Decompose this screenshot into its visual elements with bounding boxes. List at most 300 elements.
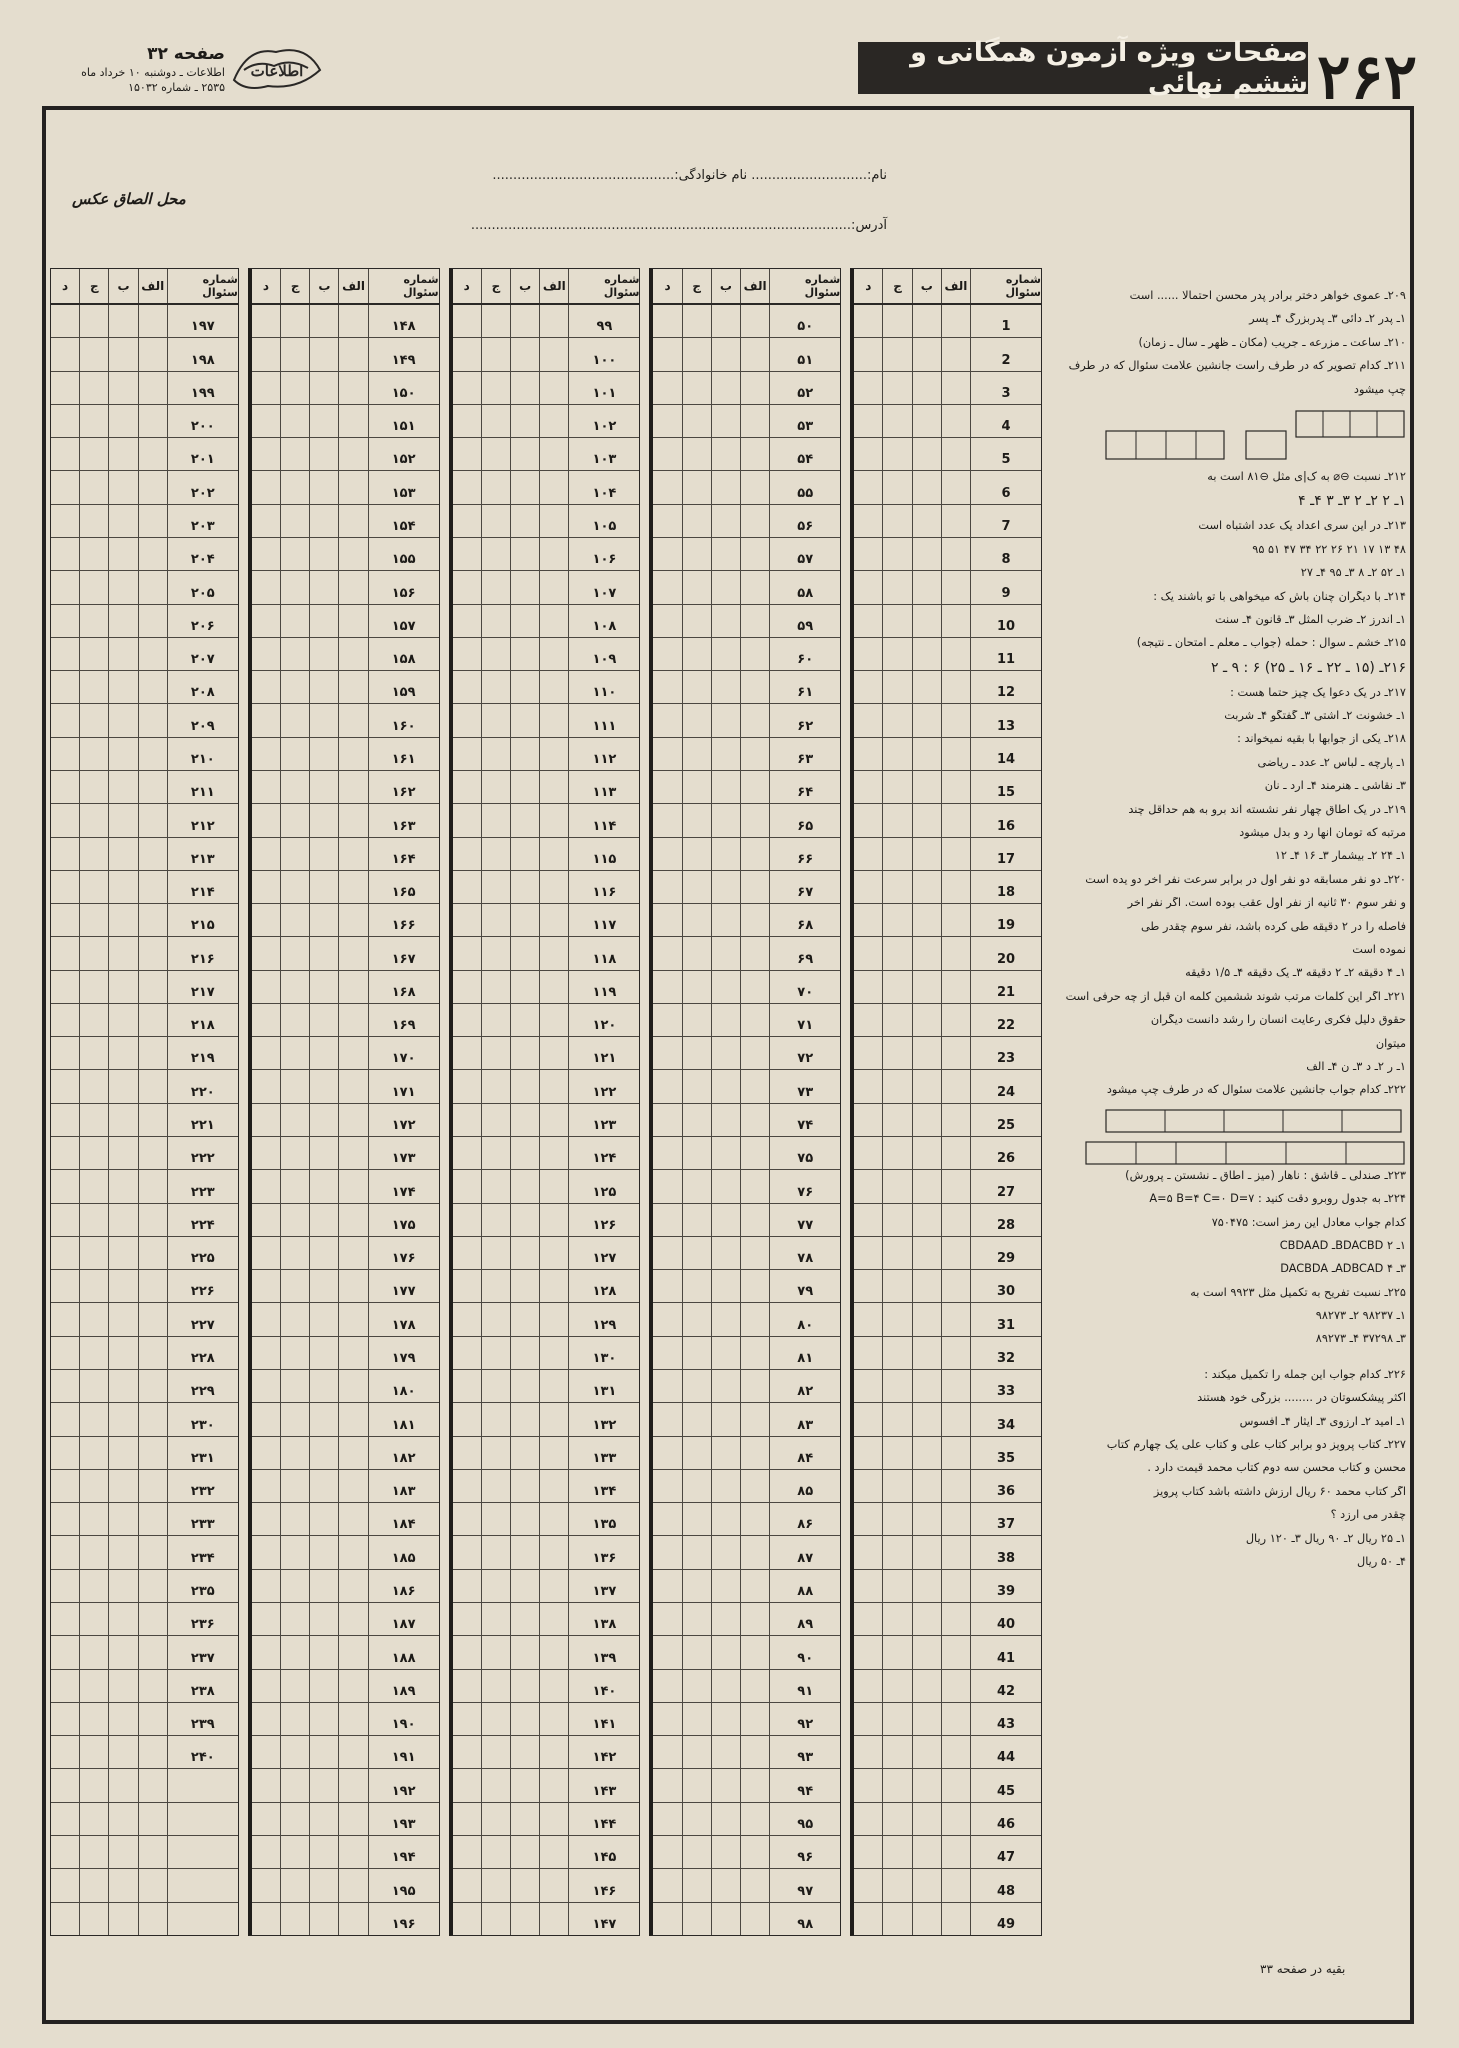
answer-cell[interactable] <box>138 1437 167 1469</box>
answer-cell[interactable] <box>309 804 338 836</box>
answer-cell[interactable] <box>912 372 941 404</box>
answer-cell[interactable] <box>941 1104 970 1136</box>
answer-cell[interactable] <box>854 1470 882 1502</box>
answer-cell[interactable] <box>682 338 711 370</box>
answer-cell[interactable] <box>854 638 882 670</box>
answer-cell[interactable] <box>453 1703 481 1735</box>
answer-cell[interactable] <box>481 1603 510 1635</box>
answer-cell[interactable] <box>108 671 137 703</box>
answer-cell[interactable] <box>682 305 711 337</box>
answer-cell[interactable] <box>711 1903 740 1935</box>
answer-cell[interactable] <box>79 305 108 337</box>
answer-cell[interactable] <box>280 1437 309 1469</box>
answer-cell[interactable] <box>453 771 481 803</box>
answer-cell[interactable] <box>453 372 481 404</box>
answer-cell[interactable] <box>453 1104 481 1136</box>
answer-cell[interactable] <box>653 1836 681 1868</box>
answer-cell[interactable] <box>941 1570 970 1602</box>
answer-cell[interactable] <box>309 1403 338 1435</box>
answer-cell[interactable] <box>51 671 79 703</box>
answer-cell[interactable] <box>79 571 108 603</box>
answer-cell[interactable] <box>941 804 970 836</box>
answer-cell[interactable] <box>51 1636 79 1668</box>
answer-cell[interactable] <box>941 971 970 1003</box>
answer-cell[interactable] <box>510 971 539 1003</box>
answer-cell[interactable] <box>280 1337 309 1369</box>
answer-cell[interactable] <box>338 1536 367 1568</box>
answer-cell[interactable] <box>740 1603 769 1635</box>
answer-cell[interactable] <box>252 1104 280 1136</box>
answer-cell[interactable] <box>711 1570 740 1602</box>
answer-cell[interactable] <box>79 1037 108 1069</box>
answer-cell[interactable] <box>309 1237 338 1269</box>
answer-cell[interactable] <box>882 804 911 836</box>
answer-cell[interactable] <box>108 405 137 437</box>
answer-cell[interactable] <box>653 405 681 437</box>
answer-cell[interactable] <box>653 638 681 670</box>
answer-cell[interactable] <box>51 771 79 803</box>
answer-cell[interactable] <box>740 1736 769 1768</box>
answer-cell[interactable] <box>682 471 711 503</box>
answer-cell[interactable] <box>309 338 338 370</box>
answer-cell[interactable] <box>682 438 711 470</box>
answer-cell[interactable] <box>510 1204 539 1236</box>
answer-cell[interactable] <box>740 1803 769 1835</box>
answer-cell[interactable] <box>252 904 280 936</box>
answer-cell[interactable] <box>280 505 309 537</box>
answer-cell[interactable] <box>941 1903 970 1935</box>
answer-cell[interactable] <box>711 971 740 1003</box>
answer-cell[interactable] <box>252 305 280 337</box>
answer-cell[interactable] <box>108 1137 137 1169</box>
answer-cell[interactable] <box>941 1370 970 1402</box>
answer-cell[interactable] <box>79 971 108 1003</box>
answer-cell[interactable] <box>79 1603 108 1635</box>
answer-cell[interactable] <box>882 1503 911 1535</box>
answer-cell[interactable] <box>882 638 911 670</box>
answer-cell[interactable] <box>79 1004 108 1036</box>
answer-cell[interactable] <box>309 704 338 736</box>
answer-cell[interactable] <box>740 871 769 903</box>
answer-cell[interactable] <box>740 1337 769 1369</box>
answer-cell[interactable] <box>309 1004 338 1036</box>
answer-cell[interactable] <box>108 1903 137 1935</box>
answer-cell[interactable] <box>481 971 510 1003</box>
answer-cell[interactable] <box>252 671 280 703</box>
answer-cell[interactable] <box>108 1337 137 1369</box>
answer-cell[interactable] <box>51 1836 79 1868</box>
answer-cell[interactable] <box>912 1204 941 1236</box>
answer-cell[interactable] <box>912 1070 941 1102</box>
answer-cell[interactable] <box>510 1037 539 1069</box>
answer-cell[interactable] <box>539 1270 568 1302</box>
answer-cell[interactable] <box>854 1104 882 1136</box>
answer-cell[interactable] <box>682 1437 711 1469</box>
answer-cell[interactable] <box>854 1237 882 1269</box>
answer-cell[interactable] <box>711 738 740 770</box>
answer-cell[interactable] <box>941 937 970 969</box>
answer-cell[interactable] <box>854 1270 882 1302</box>
answer-cell[interactable] <box>854 605 882 637</box>
answer-cell[interactable] <box>338 1070 367 1102</box>
answer-cell[interactable] <box>941 871 970 903</box>
answer-cell[interactable] <box>252 1869 280 1901</box>
answer-cell[interactable] <box>138 971 167 1003</box>
answer-cell[interactable] <box>51 471 79 503</box>
answer-cell[interactable] <box>309 638 338 670</box>
answer-cell[interactable] <box>280 838 309 870</box>
answer-cell[interactable] <box>912 305 941 337</box>
answer-cell[interactable] <box>51 605 79 637</box>
answer-cell[interactable] <box>711 1303 740 1335</box>
answer-cell[interactable] <box>882 1603 911 1635</box>
answer-cell[interactable] <box>941 1137 970 1169</box>
answer-cell[interactable] <box>941 305 970 337</box>
answer-cell[interactable] <box>79 1437 108 1469</box>
answer-cell[interactable] <box>941 1437 970 1469</box>
answer-cell[interactable] <box>740 1769 769 1801</box>
answer-cell[interactable] <box>912 471 941 503</box>
answer-cell[interactable] <box>481 704 510 736</box>
answer-cell[interactable] <box>912 1670 941 1702</box>
answer-cell[interactable] <box>280 305 309 337</box>
answer-cell[interactable] <box>453 1836 481 1868</box>
answer-cell[interactable] <box>539 904 568 936</box>
answer-cell[interactable] <box>280 1303 309 1335</box>
answer-cell[interactable] <box>882 438 911 470</box>
answer-cell[interactable] <box>941 1769 970 1801</box>
answer-cell[interactable] <box>653 971 681 1003</box>
answer-cell[interactable] <box>711 538 740 570</box>
answer-cell[interactable] <box>252 1636 280 1668</box>
answer-cell[interactable] <box>711 871 740 903</box>
answer-cell[interactable] <box>138 372 167 404</box>
answer-cell[interactable] <box>941 1070 970 1102</box>
answer-cell[interactable] <box>711 1736 740 1768</box>
answer-cell[interactable] <box>711 704 740 736</box>
answer-cell[interactable] <box>912 1869 941 1901</box>
answer-cell[interactable] <box>682 704 711 736</box>
answer-cell[interactable] <box>740 671 769 703</box>
answer-cell[interactable] <box>653 305 681 337</box>
answer-cell[interactable] <box>453 1503 481 1535</box>
answer-cell[interactable] <box>51 1503 79 1535</box>
answer-cell[interactable] <box>138 1570 167 1602</box>
answer-cell[interactable] <box>912 1769 941 1801</box>
answer-cell[interactable] <box>510 1104 539 1136</box>
answer-cell[interactable] <box>481 1403 510 1435</box>
answer-cell[interactable] <box>854 338 882 370</box>
answer-cell[interactable] <box>539 305 568 337</box>
answer-cell[interactable] <box>338 1204 367 1236</box>
answer-cell[interactable] <box>510 1337 539 1369</box>
answer-cell[interactable] <box>510 1070 539 1102</box>
answer-cell[interactable] <box>252 1237 280 1269</box>
answer-cell[interactable] <box>510 1603 539 1635</box>
answer-cell[interactable] <box>682 1137 711 1169</box>
answer-cell[interactable] <box>481 904 510 936</box>
answer-cell[interactable] <box>941 1337 970 1369</box>
answer-cell[interactable] <box>481 671 510 703</box>
answer-cell[interactable] <box>653 372 681 404</box>
answer-cell[interactable] <box>309 1670 338 1702</box>
answer-cell[interactable] <box>138 1836 167 1868</box>
answer-cell[interactable] <box>338 1736 367 1768</box>
answer-cell[interactable] <box>108 1303 137 1335</box>
answer-cell[interactable] <box>280 904 309 936</box>
answer-cell[interactable] <box>252 1703 280 1735</box>
answer-cell[interactable] <box>108 1104 137 1136</box>
answer-cell[interactable] <box>108 904 137 936</box>
answer-cell[interactable] <box>79 1237 108 1269</box>
answer-cell[interactable] <box>740 738 769 770</box>
answer-cell[interactable] <box>309 605 338 637</box>
answer-cell[interactable] <box>481 1636 510 1668</box>
answer-cell[interactable] <box>882 1703 911 1735</box>
answer-cell[interactable] <box>453 937 481 969</box>
answer-cell[interactable] <box>882 1570 911 1602</box>
answer-cell[interactable] <box>51 838 79 870</box>
answer-cell[interactable] <box>854 704 882 736</box>
answer-cell[interactable] <box>912 1104 941 1136</box>
answer-cell[interactable] <box>912 804 941 836</box>
answer-cell[interactable] <box>854 471 882 503</box>
answer-cell[interactable] <box>252 605 280 637</box>
answer-cell[interactable] <box>882 971 911 1003</box>
answer-cell[interactable] <box>108 804 137 836</box>
answer-cell[interactable] <box>882 1237 911 1269</box>
answer-cell[interactable] <box>108 1437 137 1469</box>
answer-cell[interactable] <box>138 538 167 570</box>
answer-cell[interactable] <box>108 1803 137 1835</box>
answer-cell[interactable] <box>740 1170 769 1202</box>
answer-cell[interactable] <box>882 1370 911 1402</box>
answer-cell[interactable] <box>453 1403 481 1435</box>
answer-cell[interactable] <box>682 571 711 603</box>
answer-cell[interactable] <box>912 1536 941 1568</box>
answer-cell[interactable] <box>280 1037 309 1069</box>
answer-cell[interactable] <box>653 1470 681 1502</box>
answer-cell[interactable] <box>252 1270 280 1302</box>
answer-cell[interactable] <box>453 704 481 736</box>
answer-cell[interactable] <box>79 1137 108 1169</box>
answer-cell[interactable] <box>653 471 681 503</box>
answer-cell[interactable] <box>338 1903 367 1935</box>
answer-cell[interactable] <box>941 1703 970 1735</box>
answer-cell[interactable] <box>653 1303 681 1335</box>
answer-cell[interactable] <box>51 1004 79 1036</box>
answer-cell[interactable] <box>854 904 882 936</box>
answer-cell[interactable] <box>108 1170 137 1202</box>
answer-cell[interactable] <box>941 738 970 770</box>
answer-cell[interactable] <box>338 971 367 1003</box>
answer-cell[interactable] <box>882 1836 911 1868</box>
answer-cell[interactable] <box>539 1803 568 1835</box>
answer-cell[interactable] <box>453 1803 481 1835</box>
answer-cell[interactable] <box>510 505 539 537</box>
answer-cell[interactable] <box>740 1869 769 1901</box>
answer-cell[interactable] <box>539 1204 568 1236</box>
answer-cell[interactable] <box>854 405 882 437</box>
answer-cell[interactable] <box>138 1303 167 1335</box>
answer-cell[interactable] <box>882 1104 911 1136</box>
answer-cell[interactable] <box>510 571 539 603</box>
answer-cell[interactable] <box>740 771 769 803</box>
answer-cell[interactable] <box>882 405 911 437</box>
answer-cell[interactable] <box>740 372 769 404</box>
answer-cell[interactable] <box>453 1237 481 1269</box>
answer-cell[interactable] <box>912 605 941 637</box>
answer-cell[interactable] <box>941 904 970 936</box>
answer-cell[interactable] <box>108 1769 137 1801</box>
answer-cell[interactable] <box>252 1037 280 1069</box>
answer-cell[interactable] <box>539 1337 568 1369</box>
answer-cell[interactable] <box>481 1070 510 1102</box>
answer-cell[interactable] <box>79 704 108 736</box>
answer-cell[interactable] <box>453 804 481 836</box>
answer-cell[interactable] <box>653 1503 681 1535</box>
answer-cell[interactable] <box>740 438 769 470</box>
answer-cell[interactable] <box>854 538 882 570</box>
answer-cell[interactable] <box>510 372 539 404</box>
answer-cell[interactable] <box>653 1037 681 1069</box>
answer-cell[interactable] <box>539 438 568 470</box>
answer-cell[interactable] <box>252 1370 280 1402</box>
answer-cell[interactable] <box>138 305 167 337</box>
answer-cell[interactable] <box>309 1869 338 1901</box>
answer-cell[interactable] <box>280 804 309 836</box>
answer-cell[interactable] <box>510 738 539 770</box>
answer-cell[interactable] <box>711 1670 740 1702</box>
answer-cell[interactable] <box>941 1803 970 1835</box>
answer-cell[interactable] <box>711 1769 740 1801</box>
answer-cell[interactable] <box>481 738 510 770</box>
answer-cell[interactable] <box>653 1536 681 1568</box>
answer-cell[interactable] <box>682 1570 711 1602</box>
answer-cell[interactable] <box>711 438 740 470</box>
answer-cell[interactable] <box>51 1070 79 1102</box>
answer-cell[interactable] <box>882 871 911 903</box>
answer-cell[interactable] <box>79 405 108 437</box>
answer-cell[interactable] <box>682 1403 711 1435</box>
answer-cell[interactable] <box>108 305 137 337</box>
answer-cell[interactable] <box>453 1603 481 1635</box>
answer-cell[interactable] <box>711 1803 740 1835</box>
answer-cell[interactable] <box>138 871 167 903</box>
answer-cell[interactable] <box>510 1570 539 1602</box>
answer-cell[interactable] <box>138 505 167 537</box>
answer-cell[interactable] <box>912 671 941 703</box>
answer-cell[interactable] <box>453 1337 481 1369</box>
answer-cell[interactable] <box>108 1670 137 1702</box>
answer-cell[interactable] <box>481 1237 510 1269</box>
answer-cell[interactable] <box>252 1503 280 1535</box>
answer-cell[interactable] <box>481 1736 510 1768</box>
answer-cell[interactable] <box>280 871 309 903</box>
answer-cell[interactable] <box>854 1503 882 1535</box>
answer-cell[interactable] <box>854 1337 882 1369</box>
answer-cell[interactable] <box>854 1070 882 1102</box>
answer-cell[interactable] <box>481 1137 510 1169</box>
answer-cell[interactable] <box>252 505 280 537</box>
answer-cell[interactable] <box>51 1237 79 1269</box>
answer-cell[interactable] <box>453 538 481 570</box>
answer-cell[interactable] <box>138 1670 167 1702</box>
answer-cell[interactable] <box>912 1636 941 1668</box>
answer-cell[interactable] <box>539 1603 568 1635</box>
answer-cell[interactable] <box>338 1237 367 1269</box>
answer-cell[interactable] <box>252 1670 280 1702</box>
answer-cell[interactable] <box>51 1670 79 1702</box>
answer-cell[interactable] <box>711 904 740 936</box>
answer-cell[interactable] <box>338 904 367 936</box>
answer-cell[interactable] <box>711 1703 740 1735</box>
answer-cell[interactable] <box>740 1703 769 1735</box>
answer-cell[interactable] <box>108 738 137 770</box>
answer-cell[interactable] <box>740 471 769 503</box>
answer-cell[interactable] <box>882 1337 911 1369</box>
answer-cell[interactable] <box>309 937 338 969</box>
answer-cell[interactable] <box>481 1303 510 1335</box>
answer-cell[interactable] <box>912 638 941 670</box>
answer-cell[interactable] <box>309 1570 338 1602</box>
answer-cell[interactable] <box>711 1536 740 1568</box>
answer-cell[interactable] <box>252 538 280 570</box>
answer-cell[interactable] <box>108 1237 137 1269</box>
answer-cell[interactable] <box>854 1903 882 1935</box>
answer-cell[interactable] <box>79 1303 108 1335</box>
answer-cell[interactable] <box>510 1170 539 1202</box>
answer-cell[interactable] <box>882 1004 911 1036</box>
answer-cell[interactable] <box>912 1370 941 1402</box>
answer-cell[interactable] <box>510 1703 539 1735</box>
answer-cell[interactable] <box>338 1270 367 1302</box>
answer-cell[interactable] <box>309 405 338 437</box>
answer-cell[interactable] <box>309 904 338 936</box>
answer-cell[interactable] <box>108 1869 137 1901</box>
answer-cell[interactable] <box>653 1736 681 1768</box>
answer-cell[interactable] <box>453 1204 481 1236</box>
answer-cell[interactable] <box>252 1070 280 1102</box>
answer-cell[interactable] <box>138 571 167 603</box>
answer-cell[interactable] <box>682 1004 711 1036</box>
answer-cell[interactable] <box>79 1070 108 1102</box>
answer-cell[interactable] <box>280 1769 309 1801</box>
answer-cell[interactable] <box>740 1670 769 1702</box>
answer-cell[interactable] <box>481 1370 510 1402</box>
answer-cell[interactable] <box>539 571 568 603</box>
answer-cell[interactable] <box>854 505 882 537</box>
answer-cell[interactable] <box>453 1570 481 1602</box>
answer-cell[interactable] <box>481 338 510 370</box>
answer-cell[interactable] <box>79 1869 108 1901</box>
answer-cell[interactable] <box>653 1636 681 1668</box>
answer-cell[interactable] <box>682 904 711 936</box>
answer-cell[interactable] <box>280 638 309 670</box>
answer-cell[interactable] <box>711 305 740 337</box>
answer-cell[interactable] <box>854 1570 882 1602</box>
answer-cell[interactable] <box>510 1836 539 1868</box>
answer-cell[interactable] <box>912 1903 941 1935</box>
answer-cell[interactable] <box>309 1703 338 1735</box>
answer-cell[interactable] <box>510 1869 539 1901</box>
answer-cell[interactable] <box>653 505 681 537</box>
answer-cell[interactable] <box>653 1670 681 1702</box>
answer-cell[interactable] <box>882 838 911 870</box>
answer-cell[interactable] <box>740 1270 769 1302</box>
answer-cell[interactable] <box>138 904 167 936</box>
answer-cell[interactable] <box>854 571 882 603</box>
